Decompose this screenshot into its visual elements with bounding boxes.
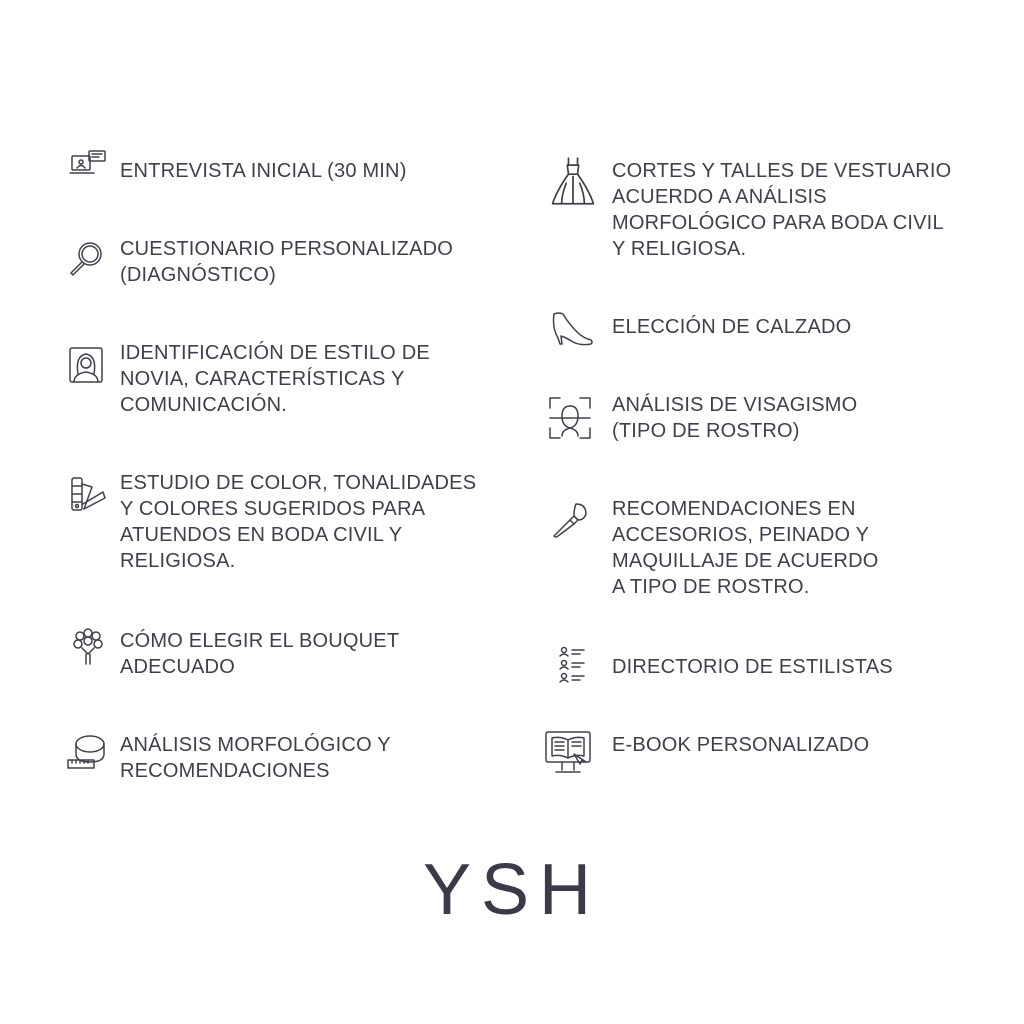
- service-label-line: ANÁLISIS MORFOLÓGICO Y: [120, 734, 391, 756]
- service-label-line: ENTREVISTA INICIAL (30 MIN): [120, 160, 407, 182]
- service-label-line: MORFOLÓGICO PARA BODA CIVIL: [612, 212, 944, 234]
- service-label-line: ACUERDO A ANÁLISIS: [612, 186, 827, 208]
- magnifier-icon: [66, 238, 106, 278]
- makeup-brush-icon: [550, 500, 590, 540]
- service-label-line: ACCESORIOS, PEINADO Y: [612, 524, 870, 546]
- service-label-line: ESTUDIO DE COLOR, TONALIDADES: [120, 472, 477, 494]
- service-label-line: ATUENDOS EN BODA CIVIL Y: [120, 524, 403, 546]
- service-label-line: COMUNICACIÓN.: [120, 394, 288, 416]
- service-label-line: ANÁLISIS DE VISAGISMO: [612, 394, 858, 416]
- service-label-line: NOVIA, CARACTERÍSTICAS Y: [120, 368, 405, 390]
- service-label-line: Y RELIGIOSA.: [612, 238, 747, 260]
- brand-logo: YSH: [422, 850, 602, 930]
- bride-portrait-icon: [66, 344, 106, 384]
- color-swatch-fan-icon: [68, 474, 108, 514]
- people-list-icon: [556, 644, 588, 684]
- service-label-line: CUESTIONARIO PERSONALIZADO: [120, 238, 454, 260]
- ebook-monitor-icon: [544, 728, 592, 776]
- laptop-chat-icon: [68, 148, 108, 188]
- service-label-line: A TIPO DE ROSTRO.: [612, 576, 810, 598]
- service-label-line: MAQUILLAJE DE ACUERDO: [612, 550, 879, 572]
- service-label-line: CORTES Y TALLES DE VESTUARIO: [612, 160, 952, 182]
- service-label-line: CÓMO ELEGIR EL BOUQUET: [120, 630, 400, 652]
- service-label-line: RECOMENDACIONES: [120, 760, 330, 782]
- service-label-line: DIRECTORIO DE ESTILISTAS: [612, 656, 893, 678]
- service-label-line: (DIAGNÓSTICO): [120, 264, 276, 286]
- wedding-dress-icon: [550, 156, 596, 206]
- high-heel-icon: [550, 308, 594, 348]
- service-label-line: ADECUADO: [120, 656, 235, 678]
- service-label-line: RECOMENDACIONES EN: [612, 498, 856, 520]
- service-label-line: IDENTIFICACIÓN DE ESTILO DE: [120, 342, 430, 364]
- service-label-line: RELIGIOSA.: [120, 550, 236, 572]
- service-label-line: Y COLORES SUGERIDOS PARA: [120, 498, 426, 520]
- bouquet-icon: [68, 626, 108, 666]
- service-label-line: (TIPO DE ROSTRO): [612, 420, 800, 442]
- face-scan-icon: [548, 396, 592, 440]
- service-label-line: E-BOOK PERSONALIZADO: [612, 734, 870, 756]
- service-label-line: ELECCIÓN DE CALZADO: [612, 316, 852, 338]
- measuring-tape-icon: [66, 730, 106, 770]
